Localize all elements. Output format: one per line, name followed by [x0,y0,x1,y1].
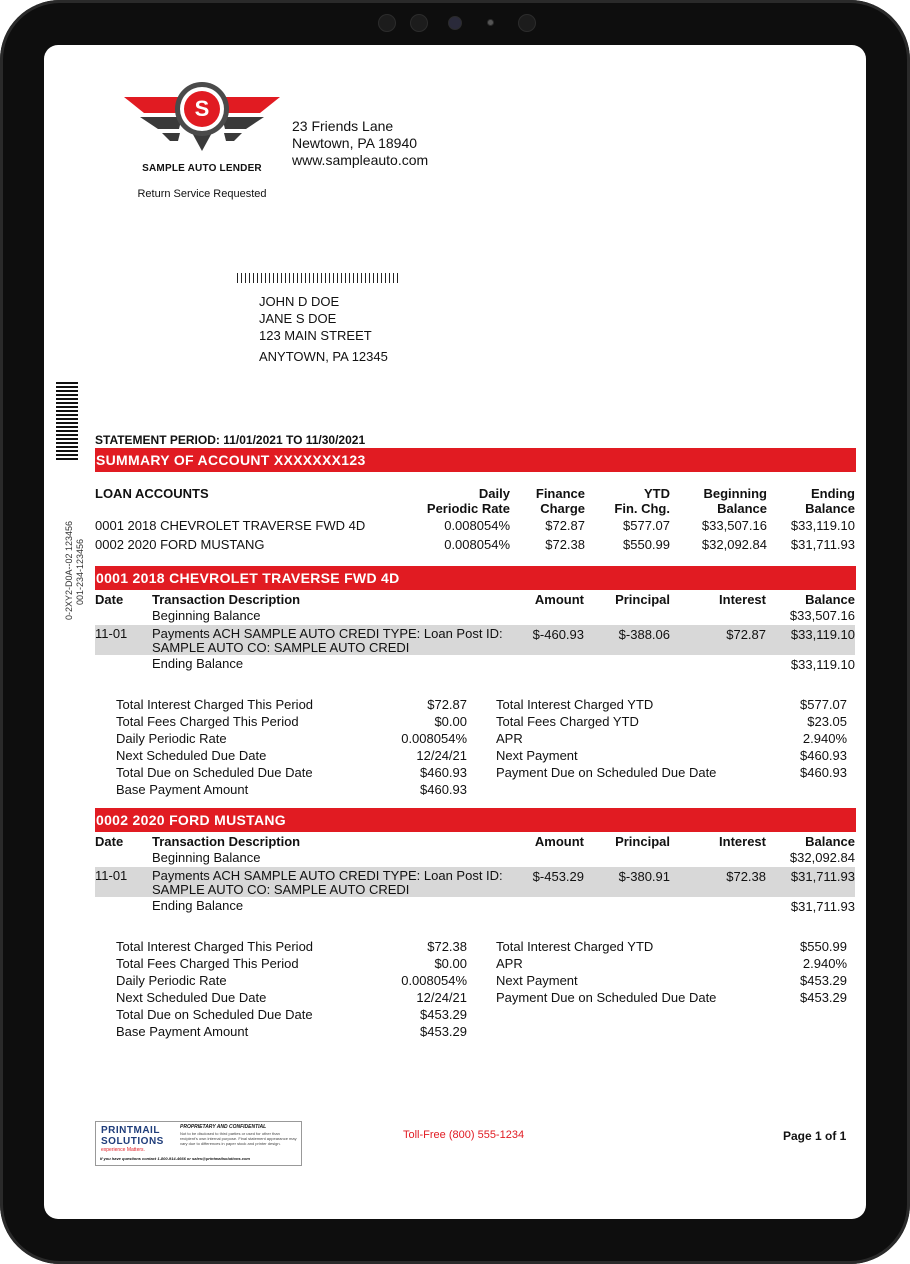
detail-value: $460.93 [420,765,467,780]
detail-value: $460.93 [800,748,847,763]
postal-barcode [237,273,399,283]
return-service-note: Return Service Requested [137,188,267,200]
recipient-line: ANYTOWN, PA 12345 [259,349,388,364]
detail-label: Daily Periodic Rate [116,731,227,746]
ending-balance-label: Ending Balance [152,656,244,671]
loan-details-left [116,938,467,1040]
detail-row [116,1023,467,1040]
side-code: 001-234-123456 [75,538,85,605]
tx-header-row [95,834,855,850]
detail-row [496,955,847,972]
camera-lens [448,16,462,30]
detail-value: $23.05 [807,714,847,729]
detail-label: Total Fees Charged This Period [116,714,299,729]
transaction-row-content [95,868,855,898]
detail-value: $550.99 [800,939,847,954]
ending-balance-value: $33,119.10 [790,657,855,672]
tx-col-amount: Amount [534,592,584,607]
detail-row [116,713,467,730]
address-line: Newtown, PA 18940 [292,135,418,151]
summary-beginning: $33,507.16 [701,518,767,533]
loan-details-right [496,938,847,1006]
detail-row [496,747,847,764]
tx-col-interest: Interest [719,834,766,849]
summary-header-bar: SUMMARY OF ACCOUNT XXXXXXX123 [95,448,856,472]
detail-label: Payment Due on Scheduled Due Date [496,765,717,780]
sensor-dot [410,14,428,32]
summary-loan-name: 0002 2020 FORD MUSTANG [95,537,265,552]
tx-header-row [95,592,855,608]
side-code: 0-2XY2-D0A--02 123456 [64,520,74,620]
col-head-ytd [589,486,670,516]
logo-letter: S [194,96,210,121]
summary-ending: $31,711.93 [790,537,855,552]
sensor-dot [487,19,494,26]
summary-ytd: $550.99 [623,537,670,552]
detail-label: Total Due on Scheduled Due Date [116,765,313,780]
loan-header-bar: 0002 2020 FORD MUSTANG [95,808,856,832]
detail-value: $577.07 [800,697,847,712]
detail-label: Total Interest Charged This Period [116,697,314,712]
beginning-balance-row [95,608,855,624]
tx-date: 11-01 [95,626,128,641]
detail-label: Total Fees Charged This Period [116,956,299,971]
summary-row [95,518,855,535]
detail-row [496,764,847,781]
printmail-heading: PROPRIETARY AND CONFIDENTIAL [180,1124,267,1130]
detail-label: Next Payment [496,748,578,763]
detail-value: $453.29 [420,1024,467,1039]
ending-balance-row [95,656,855,672]
detail-label: Next Payment [496,973,578,988]
summary-beginning: $32,092.84 [701,537,767,552]
printmail-contact: If you have questions contact 1-800-914-4666 or sales@printmailsolutions.com [100,1156,250,1161]
tx-desc-line: Payments ACH SAMPLE AUTO CREDI TYPE: Loan Post ID: [152,626,503,641]
detail-value: $0.00 [434,714,467,729]
recipient-line: JOHN D DOE [259,294,340,309]
detail-row [116,1006,467,1023]
col-head-line: Daily [478,486,510,501]
tx-col-interest: Interest [719,592,766,607]
tx-col-desc: Transaction Description [152,592,301,607]
ending-balance-label: Ending Balance [152,898,244,913]
tx-date: 11-01 [95,868,128,883]
loan-accounts-heading: LOAN ACCOUNTS [95,486,209,501]
detail-label: Base Payment Amount [116,782,249,797]
beginning-balance-value: $32,092.84 [789,850,855,865]
tx-desc-line: SAMPLE AUTO CO: SAMPLE AUTO CREDI [152,882,410,897]
detail-label: Total Due on Scheduled Due Date [116,1007,313,1022]
tx-interest: $72.87 [726,627,766,642]
col-head-line: YTD [644,486,670,501]
printmail-name: SOLUTIONS [101,1136,164,1147]
detail-value: 2.940% [802,731,847,746]
detail-label: Next Scheduled Due Date [116,990,267,1005]
detail-row [116,938,467,955]
tx-col-amount: Amount [534,834,584,849]
detail-value: 0.008054% [401,731,467,746]
recipient-address [259,293,388,365]
detail-row [116,989,467,1006]
detail-row [116,955,467,972]
detail-label: APR [496,731,523,746]
beginning-balance-label: Beginning Balance [152,608,261,623]
tx-col-balance: Balance [805,592,855,607]
side-barcode [56,382,78,462]
detail-row [116,972,467,989]
printmail-badge [95,1121,302,1166]
ending-balance-row [95,898,855,914]
detail-value: 2.940% [802,956,847,971]
loan-details-left [116,696,467,798]
detail-row [496,713,847,730]
summary-ytd: $577.07 [623,518,670,533]
col-head-line: Beginning [703,486,767,501]
detail-value: 12/24/21 [416,990,467,1005]
tx-desc-line: SAMPLE AUTO CO: SAMPLE AUTO CREDI [152,640,410,655]
detail-value: $453.29 [800,973,847,988]
tx-col-date: Date [95,834,124,849]
beginning-balance-row [95,850,855,866]
summary-finance: $72.38 [545,537,585,552]
detail-label: Total Fees Charged YTD [496,714,639,729]
detail-value: $460.93 [420,782,467,797]
website-link[interactable]: www.sampleauto.com [292,152,429,168]
tx-amount: $-460.93 [532,627,584,642]
summary-row [95,537,855,554]
beginning-balance-value: $33,507.16 [789,608,855,623]
col-head-line: Periodic Rate [426,501,510,516]
detail-row [496,696,847,713]
col-head-line: Ending [810,486,855,501]
detail-label: Base Payment Amount [116,1024,249,1039]
tx-col-principal: Principal [615,592,670,607]
lender-logo-icon [122,77,282,173]
detail-value: $0.00 [434,956,467,971]
detail-row [496,730,847,747]
detail-row [116,764,467,781]
transaction-row-content [95,626,855,656]
tx-amount: $-453.29 [532,869,584,884]
printmail-tagline: experience Matters. [101,1147,145,1153]
col-head-line: Finance [535,486,585,501]
col-head-line: Charge [540,501,585,516]
loan-header-bar: 0001 2018 CHEVROLET TRAVERSE FWD 4D [95,566,856,590]
detail-label: Next Scheduled Due Date [116,748,267,763]
detail-row [116,730,467,747]
tx-desc-line: Payments ACH SAMPLE AUTO CREDI TYPE: Loan Post ID: [152,868,503,883]
address-line: 23 Friends Lane [292,118,394,134]
detail-row [496,938,847,955]
tx-interest: $72.38 [726,869,766,884]
tx-col-balance: Balance [805,834,855,849]
page-number: Page 1 of 1 [783,1129,847,1143]
statement-page [44,45,866,1219]
detail-label: Payment Due on Scheduled Due Date [496,990,717,1005]
tx-principal: $-380.91 [618,869,670,884]
sensor-dot [378,14,396,32]
recipient-line: 123 MAIN STREET [259,328,372,343]
detail-row [116,781,467,798]
detail-label: Daily Periodic Rate [116,973,227,988]
loan-details-right [496,696,847,781]
col-head-beginning [674,486,767,516]
detail-label: APR [496,956,523,971]
col-head-finance [514,486,585,516]
statement-period: STATEMENT PERIOD: 11/01/2021 TO 11/30/2021 [95,433,366,447]
lender-name: SAMPLE AUTO LENDER [142,163,262,174]
detail-value: $72.38 [427,939,467,954]
detail-row [496,972,847,989]
tx-principal: $-388.06 [618,627,670,642]
detail-value: $453.29 [800,990,847,1005]
detail-label: Total Interest Charged This Period [116,939,314,954]
detail-row [116,747,467,764]
summary-rate: 0.008054% [444,518,510,533]
ending-balance-value: $31,711.93 [790,899,855,914]
detail-label: Total Interest Charged YTD [496,939,654,954]
toll-free-number[interactable]: Toll-Free (800) 555-1234 [403,1129,525,1141]
col-head-daily [414,486,510,516]
lender-address [292,118,428,169]
printmail-name: PRINTMAIL [101,1125,160,1136]
col-head-line: Balance [805,501,855,516]
summary-ending: $33,119.10 [790,518,855,533]
tx-col-principal: Principal [615,834,670,849]
detail-value: $453.29 [420,1007,467,1022]
sensor-dot [518,14,536,32]
summary-loan-name: 0001 2018 CHEVROLET TRAVERSE FWD 4D [95,518,366,533]
detail-value: 0.008054% [401,973,467,988]
detail-label: Total Interest Charged YTD [496,697,654,712]
tx-col-date: Date [95,592,124,607]
col-head-ending [771,486,855,516]
detail-row [496,989,847,1006]
tx-balance: $33,119.10 [790,627,855,642]
detail-value: 12/24/21 [416,748,467,763]
summary-finance: $72.87 [545,518,585,533]
printmail-notice: Not to be disclosed to third parties or used for other than recipient's own internal purpose. Final statement appearance may vary due to differences in paper stock and printer design. [180,1131,297,1146]
tx-balance: $31,711.93 [790,869,855,884]
detail-value: $460.93 [800,765,847,780]
tx-col-desc: Transaction Description [152,834,301,849]
recipient-line: JANE S DOE [259,311,337,326]
summary-rate: 0.008054% [444,537,510,552]
col-head-line: Balance [717,501,767,516]
beginning-balance-label: Beginning Balance [152,850,261,865]
detail-row [116,696,467,713]
col-head-line: Fin. Chg. [614,501,670,516]
detail-value: $72.87 [427,697,467,712]
